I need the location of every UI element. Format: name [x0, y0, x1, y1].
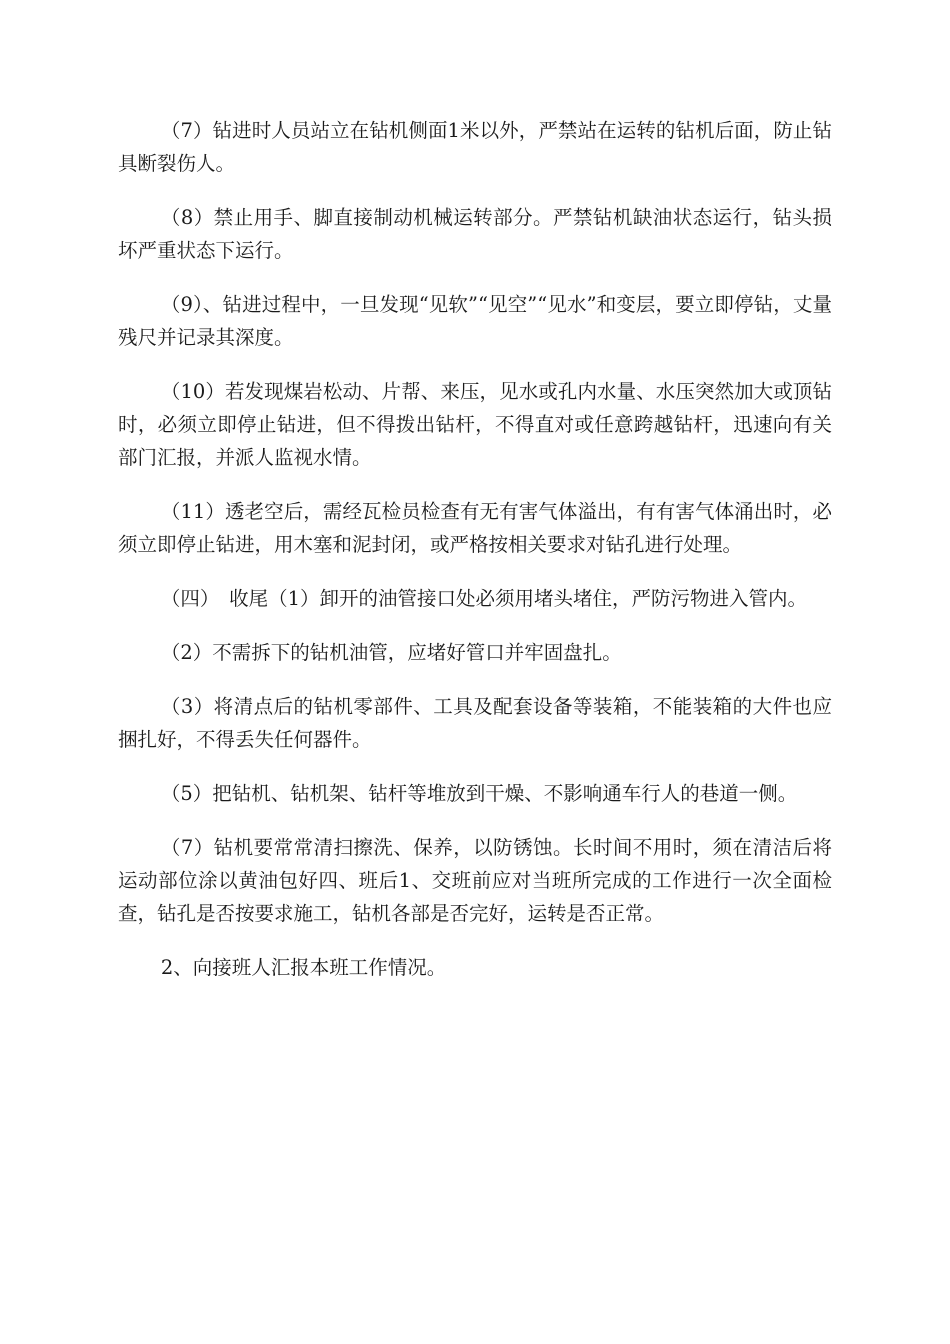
document-body	[118, 114, 832, 1005]
paragraph-maintenance-and-handover: （7）钻机要常常清扫擦洗、保养，以防锈蚀。长时间不用时，须在清洁后将运动部位涂以黄油包好四、班后1、交班前应对当班所完成的工作进行一次全面检查，钻孔是否按要求施工，钻机各部是否完好，运转是否正常。	[118, 836, 832, 925]
paragraph-stop-drilling-on-change: （9）、钻进过程中，一旦发现“见软”“见空”“见水”和变层，要立即停钻，丈量残尺并记录其深度。	[118, 293, 832, 349]
paragraph-equipment-stacking: （5）把钻机、钻机架、钻杆等堆放到干燥、不影响通车行人的巷道一侧。	[160, 782, 798, 805]
paragraph-finishing-oil-pipe: （四） 收尾（1）卸开的油管接口处必须用堵头堵住，严防污物进入管内。	[160, 587, 808, 610]
paragraph-report-to-next-shift: 2、向接班人汇报本班工作情况。	[160, 956, 447, 979]
paragraph-old-goaf-gas-check: （11）透老空后，需经瓦检员检查有无有害气体溢出，有有害气体涌出时，必须立即停止钻进，用木塞和泥封闭，或严格按相关要求对钻孔进行处理。	[118, 500, 832, 556]
paragraph-coal-rock-loosening: （10）若发现煤岩松动、片帮、来压，见水或孔内水量、水压突然加大或顶钻时，必须立即停止钻进，但不得拨出钻杆，不得直对或任意跨越钻杆，迅速向有关部门汇报，并派人监视水情。	[118, 380, 832, 469]
paragraph-drilling-position: （7）钻进时人员站立在钻机侧面1米以外，严禁站在运转的钻机后面，防止钻具断裂伤人。	[118, 119, 832, 175]
paragraph-parts-packing: （3）将清点后的钻机零部件、工具及配套设备等装箱，不能装箱的大件也应捆扎好，不得丢失任何器件。	[118, 695, 832, 751]
paragraph-no-hand-braking: （8）禁止用手、脚直接制动机械运转部分。严禁钻机缺油状态运行，钻头损坏严重状态下运行。	[118, 206, 832, 262]
paragraph-oil-pipe-binding: （2）不需拆下的钻机油管，应堵好管口并牢固盘扎。	[160, 641, 622, 664]
